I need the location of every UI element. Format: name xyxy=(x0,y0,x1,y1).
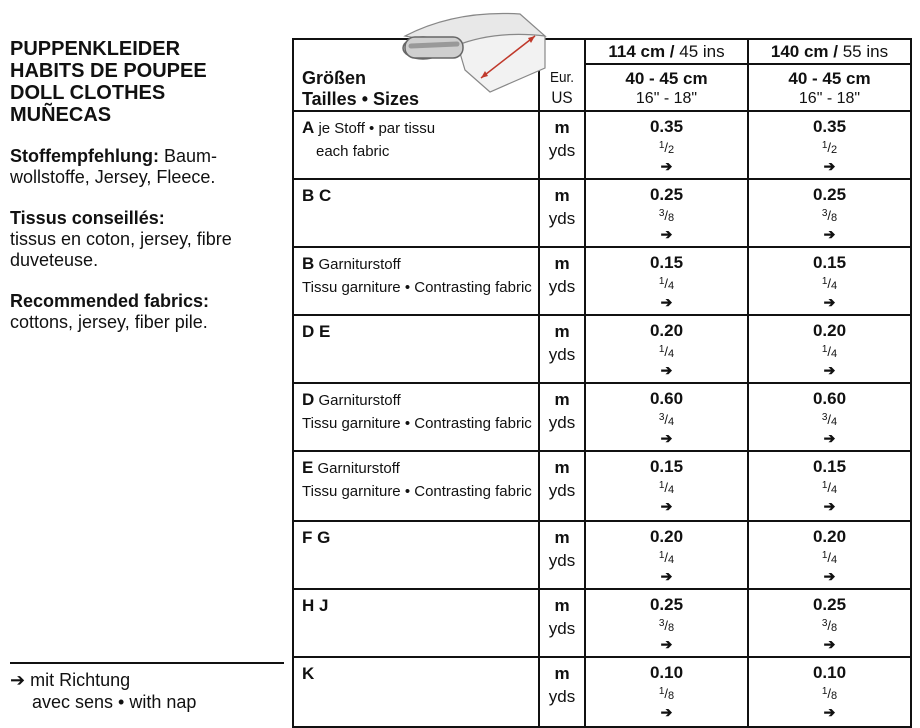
meters-value: 0.15 xyxy=(649,253,684,272)
amount-140 xyxy=(748,383,911,451)
nap-arrow-icon: ➔ xyxy=(660,294,673,310)
amount-114 xyxy=(585,657,748,727)
piece-note: Tissu garniture • Contrasting fabric xyxy=(302,483,532,500)
meters-value: 0.20 xyxy=(649,527,684,546)
nap-arrow-icon: ➔ xyxy=(660,362,673,378)
piece-letters: E xyxy=(302,458,314,477)
unit-m: m xyxy=(554,254,570,273)
yards-fraction: $^1/_4$ xyxy=(821,276,838,292)
nap-arrow-icon: ➔ xyxy=(823,226,836,242)
piece-letters: D xyxy=(302,390,315,409)
piece-letters: D E xyxy=(302,322,331,341)
rec-text: wollstoffe, Jersey, Fleece. xyxy=(10,167,216,187)
size-range-114: 40 - 45 cm 16" - 18" xyxy=(585,64,748,111)
unit-cell xyxy=(539,589,585,657)
table-row xyxy=(293,521,911,589)
nap-arrow-icon: ➔ xyxy=(823,636,836,652)
yards-fraction: $^1/_4$ xyxy=(658,480,675,496)
amount-114 xyxy=(585,521,748,589)
rec-text: Baum- xyxy=(158,146,218,166)
rec-label: Tissus conseillés: xyxy=(10,208,165,228)
unit-m: m xyxy=(554,390,570,409)
fabric-recommendation-en xyxy=(10,291,282,333)
nap-arrow-icon: ➔ xyxy=(823,568,836,584)
yards-fraction: $^3/_8$ xyxy=(821,208,838,224)
unit-yds: yds xyxy=(548,209,576,228)
piece-description xyxy=(293,589,539,657)
unit-yds: yds xyxy=(548,413,576,432)
piece-description xyxy=(293,383,539,451)
nap-arrow-icon: ➔ xyxy=(660,226,673,242)
rec-text: cottons, jersey, fiber pile. xyxy=(10,312,208,332)
piece-letters: A xyxy=(302,118,315,137)
unit-cell xyxy=(539,111,585,179)
nap-arrow-icon: ➔ xyxy=(823,430,836,446)
unit-cell xyxy=(539,179,585,247)
yards-fraction: $^3/_4$ xyxy=(658,412,675,428)
yards-fraction: $^3/_8$ xyxy=(821,618,838,634)
meters-value: 0.15 xyxy=(812,253,847,272)
table-row xyxy=(293,315,911,383)
piece-description xyxy=(293,111,539,179)
piece-letters: F G xyxy=(302,528,331,547)
piece-letters: H J xyxy=(302,596,329,615)
unit-cell xyxy=(539,383,585,451)
unit-yds: yds xyxy=(548,277,576,296)
yards-fraction: $^1/_8$ xyxy=(821,686,838,702)
meters-value: 0.20 xyxy=(812,321,847,340)
nap-arrow-icon: ➔ xyxy=(823,158,836,174)
unit-cell xyxy=(539,657,585,727)
pattern-title xyxy=(10,38,282,126)
piece-letters: K xyxy=(302,664,315,683)
piece-note: Tissu garniture • Contrasting fabric xyxy=(302,415,532,432)
fabric-width-140: 140 cm / 55 ins xyxy=(748,39,911,64)
amount-114 xyxy=(585,383,748,451)
title-line: DOLL CLOTHES xyxy=(10,82,166,104)
amount-140 xyxy=(748,521,911,589)
piece-note: je Stoff • par tissu xyxy=(314,120,436,137)
unit-cell xyxy=(539,521,585,589)
piece-description xyxy=(293,247,539,315)
nap-arrow-icon: ➔ xyxy=(660,430,673,446)
amount-140 xyxy=(748,179,911,247)
fabric-recommendation-de xyxy=(10,146,282,188)
meters-value: 0.25 xyxy=(649,595,684,614)
meters-value: 0.60 xyxy=(812,389,847,408)
yardage-table xyxy=(292,38,912,728)
piece-description xyxy=(293,451,539,521)
nap-arrow-icon: ➔ xyxy=(660,704,673,720)
amount-140 xyxy=(748,247,911,315)
table-row xyxy=(293,111,911,179)
meters-value: 0.25 xyxy=(812,595,847,614)
meters-value: 0.25 xyxy=(812,185,847,204)
amount-140 xyxy=(748,657,911,727)
amount-114 xyxy=(585,451,748,521)
meters-value: 0.15 xyxy=(812,457,847,476)
unit-yds: yds xyxy=(548,481,576,500)
title-line: MUÑECAS xyxy=(10,104,112,126)
unit-m: m xyxy=(554,458,570,477)
unit-cell xyxy=(539,451,585,521)
amount-114 xyxy=(585,111,748,179)
nap-arrow-icon: ➔ xyxy=(823,294,836,310)
amount-114 xyxy=(585,589,748,657)
unit-yds: yds xyxy=(548,345,576,364)
yards-fraction: $^1/_4$ xyxy=(658,276,675,292)
sizes-header: Größen Tailles • Sizes xyxy=(293,64,539,111)
nap-arrow-icon: ➔ xyxy=(823,362,836,378)
meters-value: 0.35 xyxy=(649,117,684,136)
yards-fraction: $^1/_2$ xyxy=(821,140,838,156)
rec-text: tissus en coton, jersey, fibre xyxy=(10,229,232,249)
nap-arrow-icon: ➔ xyxy=(660,498,673,514)
nap-arrow-icon: ➔ xyxy=(660,568,673,584)
unit-cell xyxy=(539,315,585,383)
amount-114 xyxy=(585,179,748,247)
amount-140 xyxy=(748,315,911,383)
unit-yds: yds xyxy=(548,619,576,638)
unit-m: m xyxy=(554,528,570,547)
yards-fraction: $^1/_8$ xyxy=(658,686,675,702)
meters-value: 0.20 xyxy=(649,321,684,340)
yards-fraction: $^1/_4$ xyxy=(821,344,838,360)
meters-value: 0.20 xyxy=(812,527,847,546)
yards-fraction: $^1/_4$ xyxy=(658,344,675,360)
rec-label: Stoffempfehlung: xyxy=(10,146,159,166)
yards-fraction: $^1/_4$ xyxy=(821,480,838,496)
yards-fraction: $^1/_4$ xyxy=(821,550,838,566)
meters-value: 0.35 xyxy=(812,117,847,136)
yards-fraction: $^1/_2$ xyxy=(658,140,675,156)
nap-arrow-icon: ➔ xyxy=(823,704,836,720)
meters-value: 0.10 xyxy=(649,663,684,682)
yards-fraction: $^1/_4$ xyxy=(658,550,675,566)
table-row xyxy=(293,383,911,451)
piece-description xyxy=(293,179,539,247)
legend-line: ➔ mit Richtung xyxy=(10,670,131,690)
fabric-bolt-icon xyxy=(395,6,550,98)
units-header: Eur. US xyxy=(541,64,582,111)
unit-yds: yds xyxy=(548,551,576,570)
amount-140 xyxy=(748,111,911,179)
unit-yds: yds xyxy=(548,687,576,706)
piece-note: Tissu garniture • Contrasting fabric xyxy=(302,279,532,296)
amount-140 xyxy=(748,451,911,521)
piece-note: Garniturstoff xyxy=(313,460,400,477)
rec-text: duveteuse. xyxy=(10,250,99,270)
piece-description xyxy=(293,657,539,727)
meters-value: 0.25 xyxy=(649,185,684,204)
table-row xyxy=(293,589,911,657)
amount-114 xyxy=(585,315,748,383)
amount-114 xyxy=(585,247,748,315)
table-row xyxy=(293,451,911,521)
fabric-width-114: 114 cm / 45 ins xyxy=(585,39,748,64)
unit-m: m xyxy=(554,322,570,341)
piece-description xyxy=(293,315,539,383)
piece-note: Garniturstoff xyxy=(314,392,401,409)
title-line: PUPPENKLEIDER xyxy=(10,38,181,60)
unit-m: m xyxy=(554,596,570,615)
table-row xyxy=(293,657,911,727)
unit-cell xyxy=(539,247,585,315)
title-line: HABITS DE POUPEE xyxy=(10,60,207,82)
nap-legend xyxy=(10,662,284,713)
unit-m: m xyxy=(554,118,570,137)
piece-note: each fabric xyxy=(316,143,390,160)
size-range-140: 40 - 45 cm 16" - 18" xyxy=(748,64,911,111)
meters-value: 0.15 xyxy=(649,457,684,476)
left-panel xyxy=(10,38,282,353)
table-row xyxy=(293,179,911,247)
piece-description xyxy=(293,521,539,589)
nap-arrow-icon: ➔ xyxy=(823,498,836,514)
unit-yds: yds xyxy=(548,141,576,160)
rec-label: Recommended fabrics: xyxy=(10,291,210,311)
nap-arrow-icon: ➔ xyxy=(660,636,673,652)
unit-m: m xyxy=(554,186,570,205)
fabric-recommendation-fr xyxy=(10,208,282,271)
yards-fraction: $^3/_8$ xyxy=(658,618,675,634)
yards-fraction: $^3/_4$ xyxy=(821,412,838,428)
meters-value: 0.60 xyxy=(649,389,684,408)
amount-140 xyxy=(748,589,911,657)
piece-letters: B C xyxy=(302,186,332,205)
meters-value: 0.10 xyxy=(812,663,847,682)
nap-arrow-icon: ➔ xyxy=(660,158,673,174)
table-row xyxy=(293,247,911,315)
unit-m: m xyxy=(554,664,570,683)
yards-fraction: $^3/_8$ xyxy=(658,208,675,224)
legend-line: avec sens • with nap xyxy=(32,692,197,712)
piece-note: Garniturstoff xyxy=(314,256,401,273)
piece-letters: B xyxy=(302,254,315,273)
